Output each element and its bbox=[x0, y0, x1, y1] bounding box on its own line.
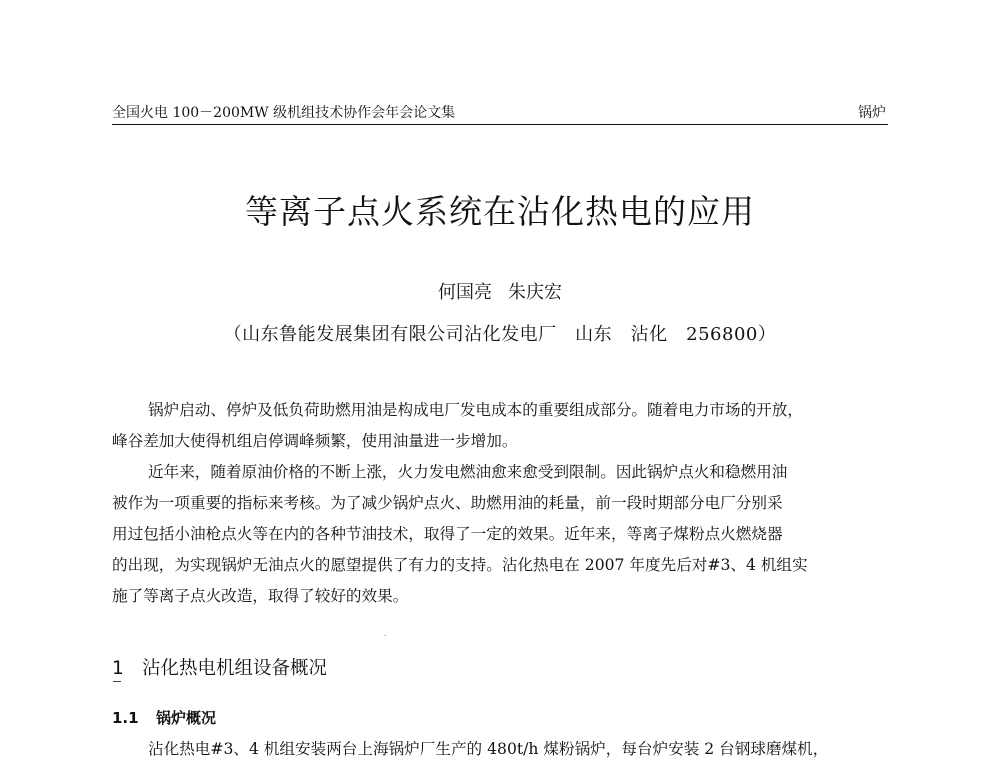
paragraph-line: 用过包括小油枪点火等在内的各种节油技术，取得了一定的效果。近年来，等离子煤粉点火燃烧器 bbox=[112, 525, 783, 543]
scan-speck bbox=[384, 635, 386, 636]
paragraph-line: 施了等离子点火改造，取得了较好的效果。 bbox=[112, 587, 409, 605]
subsection-title: 锅炉概况 bbox=[156, 709, 217, 727]
subsection-heading bbox=[112, 707, 216, 728]
subsection-number: 1.1 bbox=[112, 709, 139, 727]
paragraph-line: 被作为一项重要的指标来考核。为了减少锅炉点火、助燃用油的耗量，前一段时期部分电厂分别采 bbox=[112, 494, 783, 512]
paragraph-1 bbox=[112, 395, 892, 457]
running-header bbox=[112, 100, 888, 125]
affiliation: （山东鲁能发展集团有限公司沾化发电厂 山东 沾化 256800） bbox=[223, 324, 777, 345]
section-title: 沾化热电机组设备概况 bbox=[142, 658, 328, 679]
author-1: 何国亮 bbox=[438, 282, 492, 303]
paragraph-line: 近年来，随着原油价格的不断上涨，火力发电燃油愈来愈受到限制。因此锅炉点火和稳燃用油 bbox=[148, 463, 788, 481]
author-2: 朱庆宏 bbox=[508, 282, 562, 303]
section-heading bbox=[112, 654, 327, 680]
paragraph-line-cut-off: 沾化热电#3、4 机组安装两台上海锅炉厂生产的 480t/h 煤粉锅炉，每台炉安装 2 台钢球磨煤机， bbox=[148, 740, 829, 758]
paper-title: 等离子点火系统在沾化热电的应用 bbox=[245, 192, 755, 231]
paragraph-2 bbox=[112, 457, 892, 612]
section-number: 1 bbox=[112, 658, 124, 679]
paragraph-line: 峰谷差加大使得机组启停调峰频繁，使用油量进一步增加。 bbox=[112, 432, 518, 450]
paragraph-line: 的出现，为实现锅炉无油点火的愿望提供了有力的支持。沾化热电在 2007 年度先后对#3、4 机组实 bbox=[112, 556, 808, 574]
authors bbox=[100, 278, 900, 304]
section-underline-mark bbox=[113, 681, 121, 682]
paragraph-line: 锅炉启动、停炉及低负荷助燃用油是构成电厂发电成本的重要组成部分。随着电力市场的开放， bbox=[148, 401, 803, 419]
header-proceedings-title: 全国火电 100－200MW 级机组技术协作会年会论文集 bbox=[112, 105, 456, 121]
header-section-label: 锅炉 bbox=[858, 105, 886, 121]
